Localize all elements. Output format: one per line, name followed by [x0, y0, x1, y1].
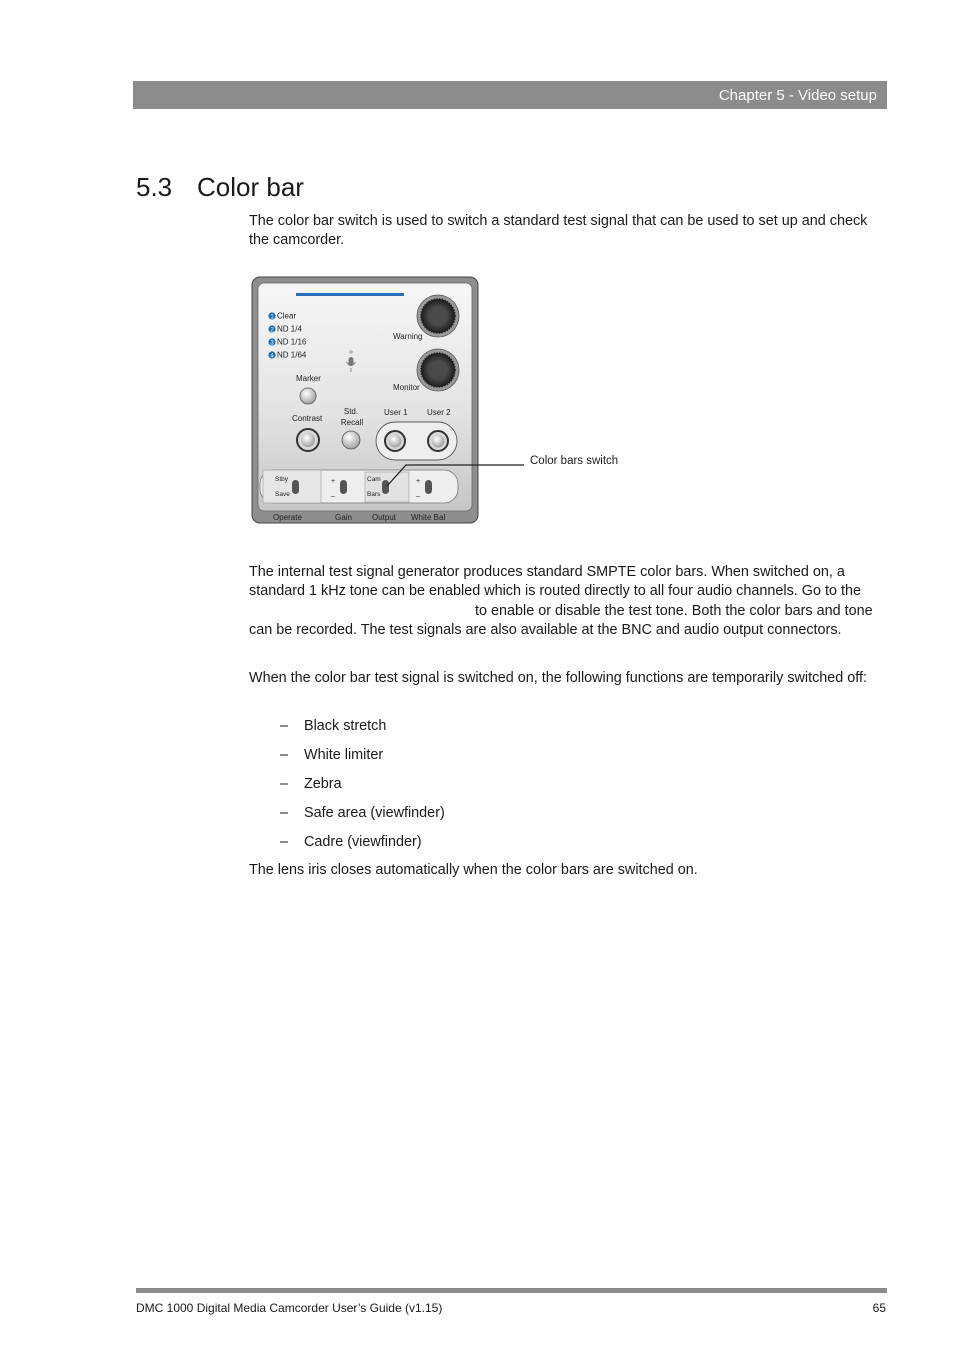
chapter-title: Chapter 5 - Video setup [718, 87, 877, 104]
user2-label: User 2 [427, 408, 451, 417]
gain-label: Gain [335, 513, 352, 522]
section-heading [136, 172, 304, 203]
marker-button[interactable] [300, 388, 316, 404]
chapter-header-bar [133, 81, 887, 109]
list-item: – White limiter [280, 747, 384, 763]
contrast-label: Contrast [292, 414, 323, 423]
list-item: – Black stretch [280, 718, 387, 734]
tone-text-part1: The internal test signal generator produces standard SMPTE color bars. When switched on, a standard 1 kHz tone can be enabled which is routed directly to all four audio channels. Go to the [249, 564, 861, 600]
white-bal-label: White Bal [411, 513, 446, 522]
svg-text:–: – [416, 493, 420, 500]
svg-text:ND 1/16: ND 1/16 [277, 337, 307, 347]
svg-text:Save: Save [275, 491, 290, 498]
svg-text:ND 1/4: ND 1/4 [277, 324, 302, 334]
monitor-label: Monitor [393, 383, 420, 392]
body-paragraph: The lens iris closes automatically when the color bars are switched on. [249, 862, 698, 878]
std-recall-button[interactable] [342, 431, 360, 449]
intro-paragraph: The color bar switch is used to switch a standard test signal that can be used to set up and check the camcorder. [249, 213, 868, 249]
monitor-knob[interactable] [417, 349, 459, 391]
tone-text-part2: to enable or disable the test tone. Both the color bars and tone can be recorded. The test signals are also available at the BNC and audio output connectors. [249, 602, 873, 638]
list-item: – Cadre (viewfinder) [280, 834, 422, 850]
svg-text:Cam: Cam [367, 476, 381, 483]
list-item: – Zebra [280, 776, 342, 792]
footer-doc-title: DMC 1000 Digital Media Camcorder User’s Guide (v1.15) [136, 1301, 443, 1315]
footer-rule [136, 1288, 887, 1293]
warning-knob[interactable] [417, 295, 459, 337]
control-panel-figure [251, 276, 541, 531]
marker-label: Marker [296, 374, 321, 383]
body-paragraph [249, 563, 889, 640]
svg-text:4: 4 [270, 353, 274, 360]
svg-text:1: 1 [270, 314, 274, 321]
svg-text:Bars: Bars [367, 491, 381, 498]
color-bars-switch[interactable] [365, 472, 409, 502]
recall-label: Recall [340, 418, 364, 427]
warning-label: Warning [393, 332, 423, 341]
svg-text:2: 2 [270, 327, 274, 334]
disabled-functions-list [280, 717, 445, 862]
control-panel-illustration [251, 276, 541, 526]
list-item: – Safe area (viewfinder) [280, 805, 445, 821]
blue-stripe [296, 293, 404, 296]
body-paragraph: When the color bar test signal is switched on, the following functions are temporarily switched off: [249, 670, 868, 686]
svg-text:Clear: Clear [277, 311, 297, 321]
svg-text:–: – [331, 493, 335, 500]
section-title: Color bar [197, 172, 304, 202]
output-label: Output [372, 513, 397, 522]
page-number: 65 [872, 1301, 886, 1315]
operate-label: Operate [273, 513, 302, 522]
svg-text:+: + [331, 478, 336, 485]
svg-text:ND 1/64: ND 1/64 [277, 350, 307, 360]
operate-switch[interactable] [263, 470, 321, 503]
user1-label: User 1 [384, 408, 408, 417]
svg-text:+: + [416, 478, 421, 485]
svg-text:Stby: Stby [275, 476, 289, 483]
section-number: 5.3 [136, 172, 173, 202]
nd-filter-item [268, 325, 302, 334]
nd-filter-item [268, 312, 296, 321]
std-label: Std. [343, 407, 359, 416]
color-bars-switch-callout: Color bars switch [530, 455, 619, 467]
svg-text:3: 3 [270, 340, 274, 347]
